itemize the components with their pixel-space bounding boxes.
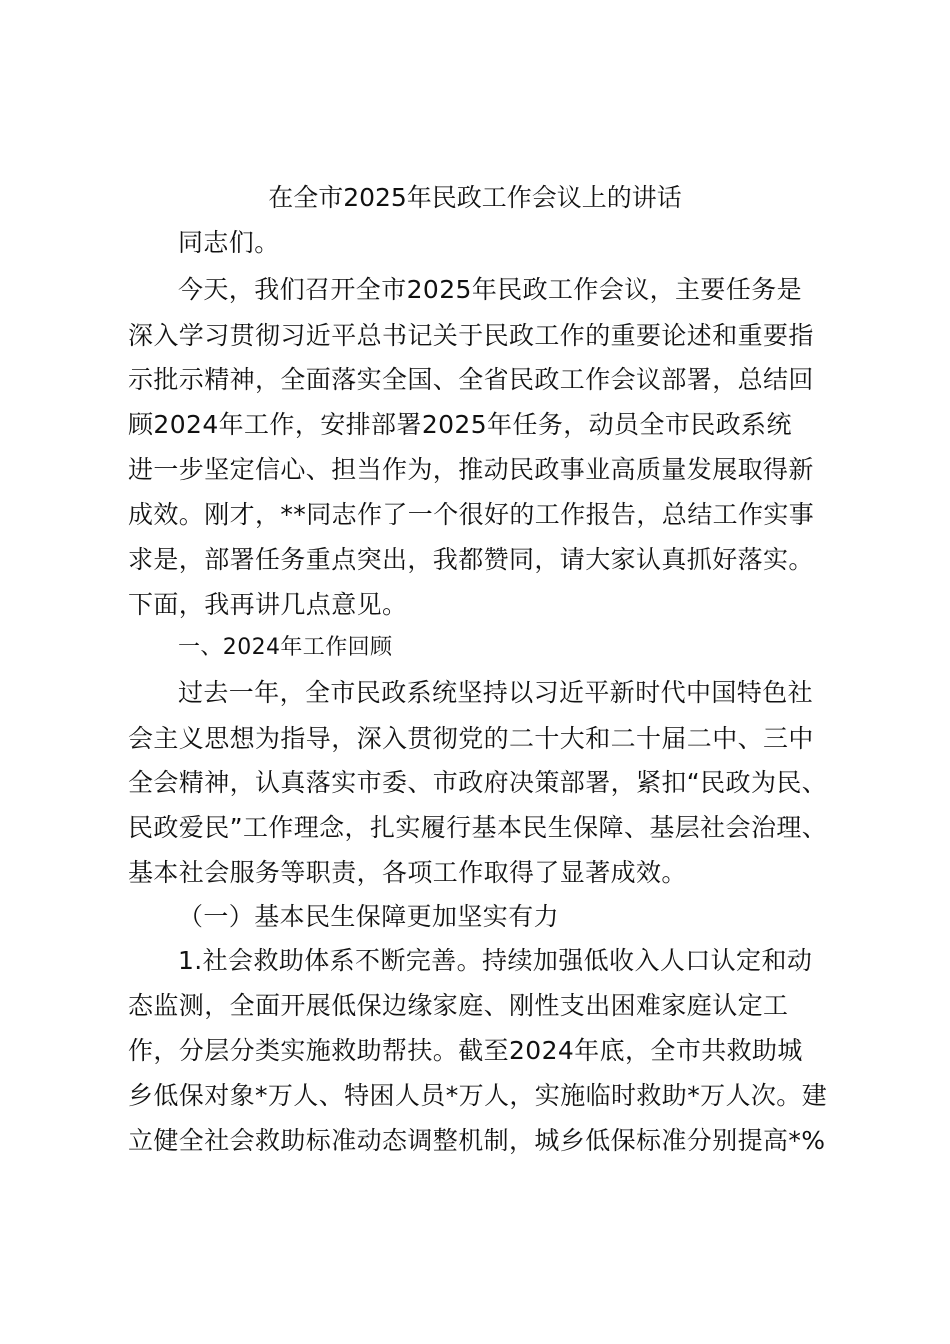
paragraph-line: 进一步坚定信心、担当作为，推动民政事业高质量发展取得新: [128, 455, 814, 484]
paragraph-line: 基本社会服务等职责，各项工作取得了显著成效。: [128, 858, 687, 887]
paragraph-line: 成效。刚才，**同志作了一个很好的工作报告，总结工作实事: [128, 500, 815, 529]
paragraph-line: 1.社会救助体系不断完善。持续加强低收入人口认定和动: [178, 946, 813, 975]
salutation-line: 同志们。: [178, 228, 280, 257]
paragraph-line: 乡低保对象*万人、特困人员*万人，实施临时救助*万人次。建: [128, 1081, 828, 1110]
paragraph-line: 过去一年，全市民政系统坚持以习近平新时代中国特色社: [178, 678, 814, 707]
page-title: 在全市2025年民政工作会议上的讲话: [268, 183, 682, 212]
paragraph-line: 作，分层分类实施救助帮扶。截至2024年底，全市共救助城: [128, 1036, 803, 1065]
paragraph-line: 下面，我再讲几点意见。: [128, 590, 408, 619]
paragraph-line: 态监测，全面开展低保边缘家庭、刚性支出困难家庭认定工: [128, 991, 789, 1020]
paragraph-line: 民政爱民”工作理念，扎实履行基本民生保障、基层社会治理、: [128, 813, 828, 842]
paragraph-line: 会主义思想为指导，深入贯彻党的二十大和二十届二中、三中: [128, 724, 814, 753]
paragraph-line: 求是，部署任务重点突出，我都赞同，请大家认真抓好落实。: [128, 545, 814, 574]
paragraph-line: 立健全社会救助标准动态调整机制，城乡低保标准分别提高*%: [128, 1126, 826, 1155]
paragraph-line: 示批示精神，全面落实全国、全省民政工作会议部署，总结回: [128, 365, 814, 394]
paragraph-line: 顾2024年工作，安排部署2025年任务，动员全市民政系统: [128, 410, 792, 439]
paragraph-line: 全会精神，认真落实市委、市政府决策部署，紧扣“民政为民、: [128, 768, 828, 797]
section-heading: 一、2024年工作回顾: [178, 635, 393, 660]
subsection-heading: （一）基本民生保障更加坚实有力: [178, 902, 560, 931]
paragraph-line: 今天，我们召开全市2025年民政工作会议，主要任务是: [178, 275, 803, 304]
paragraph-line: 深入学习贯彻习近平总书记关于民政工作的重要论述和重要指: [128, 321, 814, 350]
